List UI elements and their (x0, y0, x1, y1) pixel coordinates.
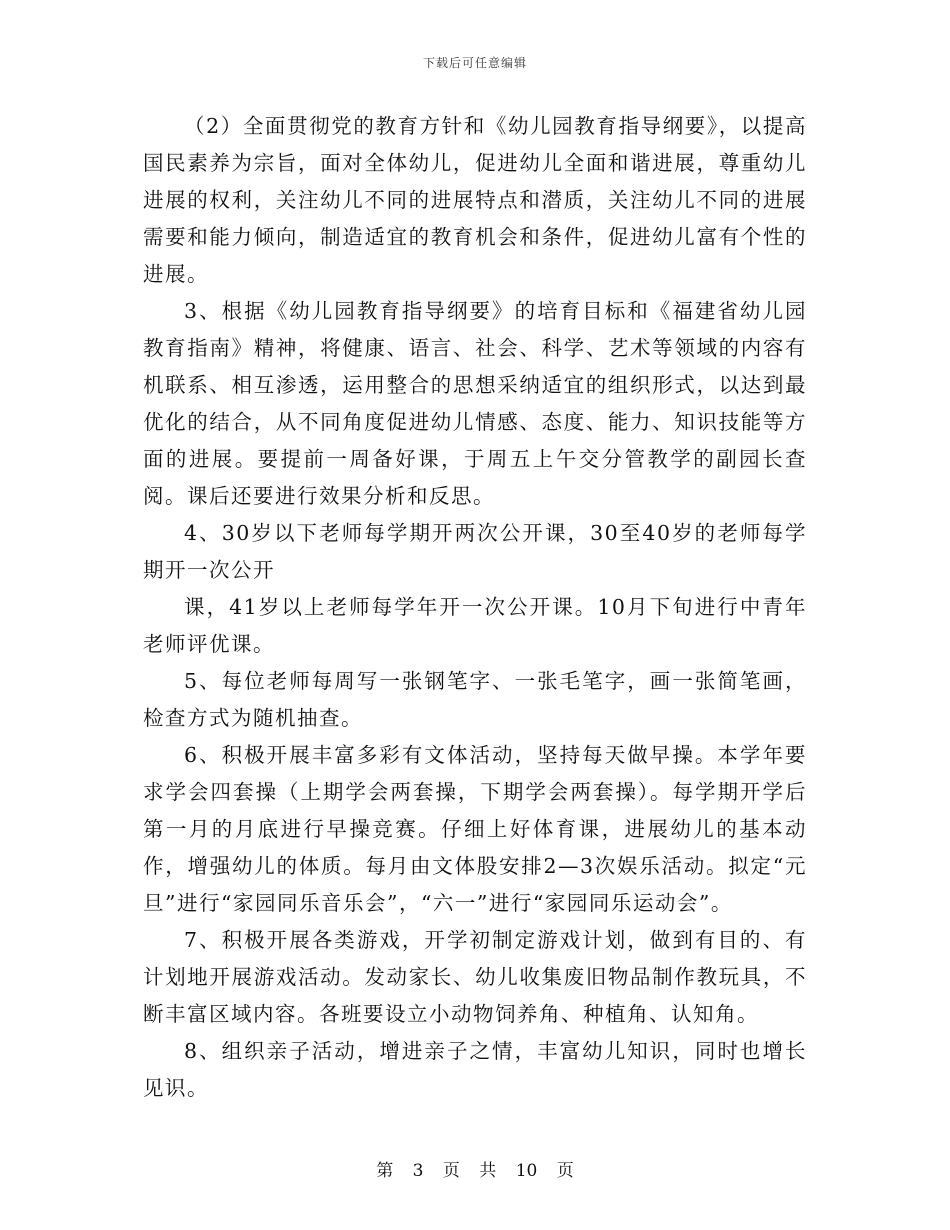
paragraph-3-curriculum: 3、根据《幼儿园教育指导纲要》的培育目标和《福建省幼儿园教育指南》精神，将健康、语言、社会、科学、艺术等领域的内容有机联系、相互渗透，运用整合的思想采纳适宜的组织形式，以达到最优化的结合，从不同角度促进幼儿情感、态度、能力、知识技能等方面的进展。要提前一周备好课，于周五上午交分管教学的副园长查阅。课后还要进行效果分析和反思。 (143, 299, 807, 508)
page-number (0, 1156, 950, 1181)
page-footer-mid1: 页 (442, 1161, 460, 1181)
paragraph-4-open-class: 4、30岁以下老师每学期开两次公开课，30至40岁的老师每学期开一次公开 (143, 521, 807, 582)
document-body (143, 108, 807, 1107)
paragraph-7-games: 7、积极开展各类游戏，开学初制定游戏计划，做到有目的、有计划地开展游戏活动。发动家长、幼儿收集废旧物品制作教玩具，不断丰富区域内容。各班要设立小动物饲养角、种植角、认知角。 (143, 928, 807, 1026)
page-footer-prefix: 第 (376, 1161, 394, 1181)
total-page-count: 10 (515, 1161, 538, 1181)
paragraph-4-continuation: 课，41岁以上老师每学年开一次公开课。10月下旬进行中青年老师评优课。 (143, 595, 807, 656)
page-header: 下载后可任意编辑 (422, 56, 527, 70)
paragraph-6-sports: 6、积极开展丰富多彩有文体活动，坚持每天做早操。本学年要求学会四套操（上期学会两套操，下期学会两套操）。每学期开学后第一月的月底进行早操竞赛。仔细上好体育课，进展幼儿的基本动作，增强幼儿的体质。每月由文体股安排2—3次娱乐活动。拟定“元旦”进行“家园同乐音乐会”，“六一”进行“家园同乐运动会”。 (143, 743, 807, 915)
page-footer-mid2: 共 (479, 1161, 497, 1181)
page-footer-suffix: 页 (556, 1161, 574, 1181)
paragraph-5-calligraphy: 5、每位老师每周写一张钢笔字、一张毛笔字，画一张简笔画，检查方式为随机抽查。 (143, 669, 807, 730)
current-page-number: 3 (412, 1161, 424, 1181)
paragraph-2-education-policy: （2）全面贯彻党的教育方针和《幼儿园教育指导纲要》，以提高国民素养为宗旨，面对全体幼儿，促进幼儿全面和谐进展，尊重幼儿进展的权利，关注幼儿不同的进展特点和潜质，关注幼儿不同的进展需要和能力倾向，制造适宜的教育机会和条件，促进幼儿富有个性的进展。 (143, 114, 807, 286)
paragraph-8-parent-child: 8、组织亲子活动，增进亲子之情，丰富幼儿知识，同时也增长见识。 (143, 1039, 807, 1100)
